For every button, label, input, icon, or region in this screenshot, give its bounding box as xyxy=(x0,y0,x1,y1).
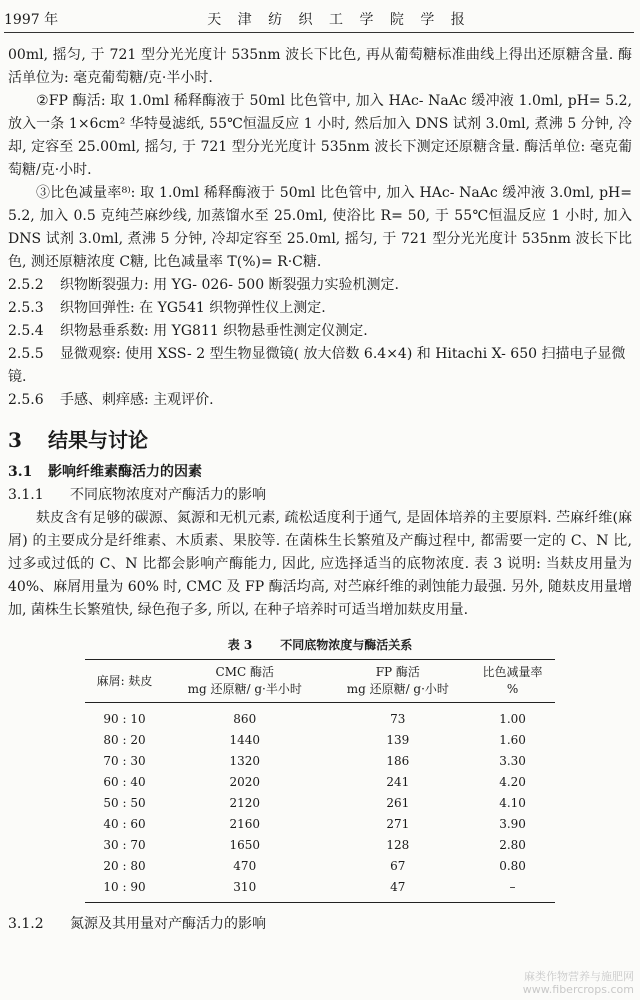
header-journal: 天 津 纺 织 工 学 院 学 报 xyxy=(207,12,471,28)
table-cell: 4.10 xyxy=(499,796,526,810)
header-year: 1997 年 xyxy=(4,12,59,28)
item-number: 2.5.5 xyxy=(8,346,44,362)
watermark xyxy=(523,970,634,996)
item-text: 显微观察: 使用 XSS- 2 型生物显微镜( 放大倍数 6.4×4) 和 Hitachi X- 650 扫描电子显微镜. xyxy=(8,346,626,385)
table-row xyxy=(85,793,555,814)
data-table xyxy=(85,659,555,903)
column-header-line2: % xyxy=(506,682,519,696)
table-cell: 2020 xyxy=(229,775,261,789)
table-row xyxy=(85,856,555,877)
column-header-line2: mg 还原糖/ g·半小时 xyxy=(187,682,302,696)
table-cell: 1.60 xyxy=(499,733,526,747)
item-number: 2.5.4 xyxy=(8,323,44,339)
column-header-line2: mg 还原糖/ g·小时 xyxy=(346,682,449,696)
column-header-line1: 麻屑: 麸皮 xyxy=(96,673,153,688)
watermark-line1: 麻类作物营养与施肥网 xyxy=(524,970,634,983)
running-header xyxy=(4,6,634,33)
section-number: 3 xyxy=(8,428,22,452)
subsubsection-title: 不同底物浓度对产酶活力的影响 xyxy=(70,487,266,503)
method-item xyxy=(8,343,632,389)
table-cell: 20 : 80 xyxy=(103,859,146,873)
subsection-number: 3.1 xyxy=(8,464,33,480)
table-cell: 3.90 xyxy=(499,817,526,831)
table-cell: 4.20 xyxy=(499,775,526,789)
table-cell: 3.30 xyxy=(499,754,526,768)
subsubsection-number: 3.1.2 xyxy=(8,916,44,932)
column-header xyxy=(470,660,555,703)
table-cell: 30 : 70 xyxy=(103,838,146,852)
table-cell: 67 xyxy=(390,859,406,873)
section-heading xyxy=(8,424,632,453)
paragraph-substrate: 麸皮含有足够的碳源、氮源和无机元素, 疏松适度利于通气, 是固体培养的主要原料. 苎麻纤维(麻屑) 的主要成分是纤维素、木质素、果胶等. 在菌株生长繁殖及产酶过程中, 都需要一定的 C、N 比, 过多或过低的 C、N 比都会影响产酶能力, 因此, 应选择适当的底物浓度. 表 3 说明: 当麸皮用量为 40%、麻屑用量为 60% 时, CMC 及 FP 酶活均高, 对苎麻纤维的剥蚀能力最强. 另外, 随麸皮用量增加, 菌株生长繁殖快, 绿色孢子多, 所以, 在种子培养时可适当增加麸皮用量. xyxy=(8,510,632,618)
table-cell: 271 xyxy=(386,817,410,831)
column-header xyxy=(85,660,164,703)
table-cell: 2.80 xyxy=(499,838,526,852)
table-cell: 40 : 60 xyxy=(103,817,146,831)
table-title: 不同底物浓度与酶活关系 xyxy=(280,638,413,652)
method-item xyxy=(8,389,632,412)
paragraph-colorimetric-loss: ③比色减量率⁸⁾: 取 1.0ml 稀释酶液于 50ml 比色管中, 加入 HAc- NaAc 缓冲液 3.0ml, pH= 5.2, 加入 0.5 克纯苎麻纱线, 加蒸馏水至 25.0ml, 使浴比 R= 50, 于 55℃恒温反应 1 小时, 加入 DNS 试剂 3.0ml, 煮沸 5 分钟, 冷却定容至 25.0ml, 摇匀, 于 721 型分光光度计 535nm 波长下比色, 测还原糖浓度 C糖, 比色减量率 T(%)= R·C糖. xyxy=(8,185,632,270)
table-cell: 128 xyxy=(386,838,410,852)
method-item xyxy=(8,274,632,297)
table-cell: 1320 xyxy=(229,754,261,768)
table-cell: 310 xyxy=(164,877,326,903)
table-cell: 241 xyxy=(386,775,410,789)
subsection-heading xyxy=(8,461,632,484)
method-item xyxy=(8,320,632,343)
table-cell: 10 : 90 xyxy=(85,877,164,903)
method-item xyxy=(8,297,632,320)
table-cell: 860 xyxy=(233,712,257,726)
table-cell: 90 : 10 xyxy=(103,712,146,726)
table-cell: 60 : 40 xyxy=(103,775,146,789)
subsubsection-title: 氮源及其用量对产酶活力的影响 xyxy=(70,916,266,932)
table-row xyxy=(85,877,555,903)
table-cell: 261 xyxy=(386,796,410,810)
table-cell: 186 xyxy=(386,754,410,768)
table-row xyxy=(85,751,555,772)
table-cell: 50 : 50 xyxy=(103,796,146,810)
table-cell: 1650 xyxy=(229,838,261,852)
table-caption xyxy=(8,636,632,653)
item-number: 2.5.3 xyxy=(8,300,44,316)
paragraph-cmc-cont: 00ml, 摇匀, 于 721 型分光光度计 535nm 波长下比色, 再从葡萄糖标准曲线上得出还原糖含量. 酶活单位为: 毫克葡萄糖/克·半小时. xyxy=(8,47,633,86)
paragraph-fp-activity: ②FP 酶活: 取 1.0ml 稀释酶液于 50ml 比色管中, 加入 HAc- NaAc 缓冲液 1.0ml, pH= 5.2, 放入一条 1×6cm² 华特曼滤纸, 55℃恒温反应 1 小时, 然后加入 DNS 试剂 3.0ml, 煮沸 5 分钟, 冷却, 定容至 25.00ml, 摇匀, 于 721 型分光光度计 535nm 波长下测定还原糖含量. 酶活单位: 毫克葡萄糖/克·小时. xyxy=(8,93,632,178)
item-text: 织物悬垂系数: 用 YG811 织物悬垂性测定仪测定. xyxy=(60,323,368,339)
table-cell: 0.80 xyxy=(499,859,526,873)
table-cell: 1.00 xyxy=(499,712,526,726)
table-label: 表 3 xyxy=(227,638,253,652)
item-text: 手感、刺痒感: 主观评价. xyxy=(60,392,214,408)
table-cell: 2160 xyxy=(229,817,261,831)
column-header xyxy=(164,660,326,703)
column-header-line1: CMC 酶活 xyxy=(215,665,274,679)
subsubsection-number: 3.1.1 xyxy=(8,487,44,503)
table-body xyxy=(85,703,555,903)
table-cell: 47 xyxy=(326,877,471,903)
table-row xyxy=(85,814,555,835)
table-row xyxy=(85,835,555,856)
column-header-line1: FP 酶活 xyxy=(375,665,420,679)
article-body xyxy=(8,44,632,936)
item-number: 2.5.2 xyxy=(8,277,44,293)
table-cell: 80 : 20 xyxy=(103,733,146,747)
table-row xyxy=(85,772,555,793)
subsubsection-heading xyxy=(8,484,632,507)
table-cell: 73 xyxy=(390,712,406,726)
table-row xyxy=(85,730,555,751)
subsubsection-heading xyxy=(8,913,632,936)
table-cell: 1440 xyxy=(229,733,261,747)
item-text: 织物回弹性: 在 YG541 织物弹性仪上测定. xyxy=(60,300,326,316)
column-header xyxy=(326,660,471,703)
watermark-line2: www.fibercrops.com xyxy=(522,983,634,996)
table-cell: 2120 xyxy=(229,796,261,810)
column-header-line1: 比色减量率 xyxy=(482,665,543,679)
table-cell: 470 xyxy=(233,859,257,873)
table-row xyxy=(85,703,555,731)
table-cell: – xyxy=(470,877,555,903)
item-number: 2.5.6 xyxy=(8,392,44,408)
subsection-title: 影响纤维素酶活力的因素 xyxy=(48,464,202,480)
table-cell: 139 xyxy=(386,733,410,747)
item-text: 织物断裂强力: 用 YG- 026- 500 断裂强力实验机测定. xyxy=(60,277,400,293)
table-cell: 70 : 30 xyxy=(103,754,146,768)
section-title: 结果与讨论 xyxy=(48,428,148,452)
